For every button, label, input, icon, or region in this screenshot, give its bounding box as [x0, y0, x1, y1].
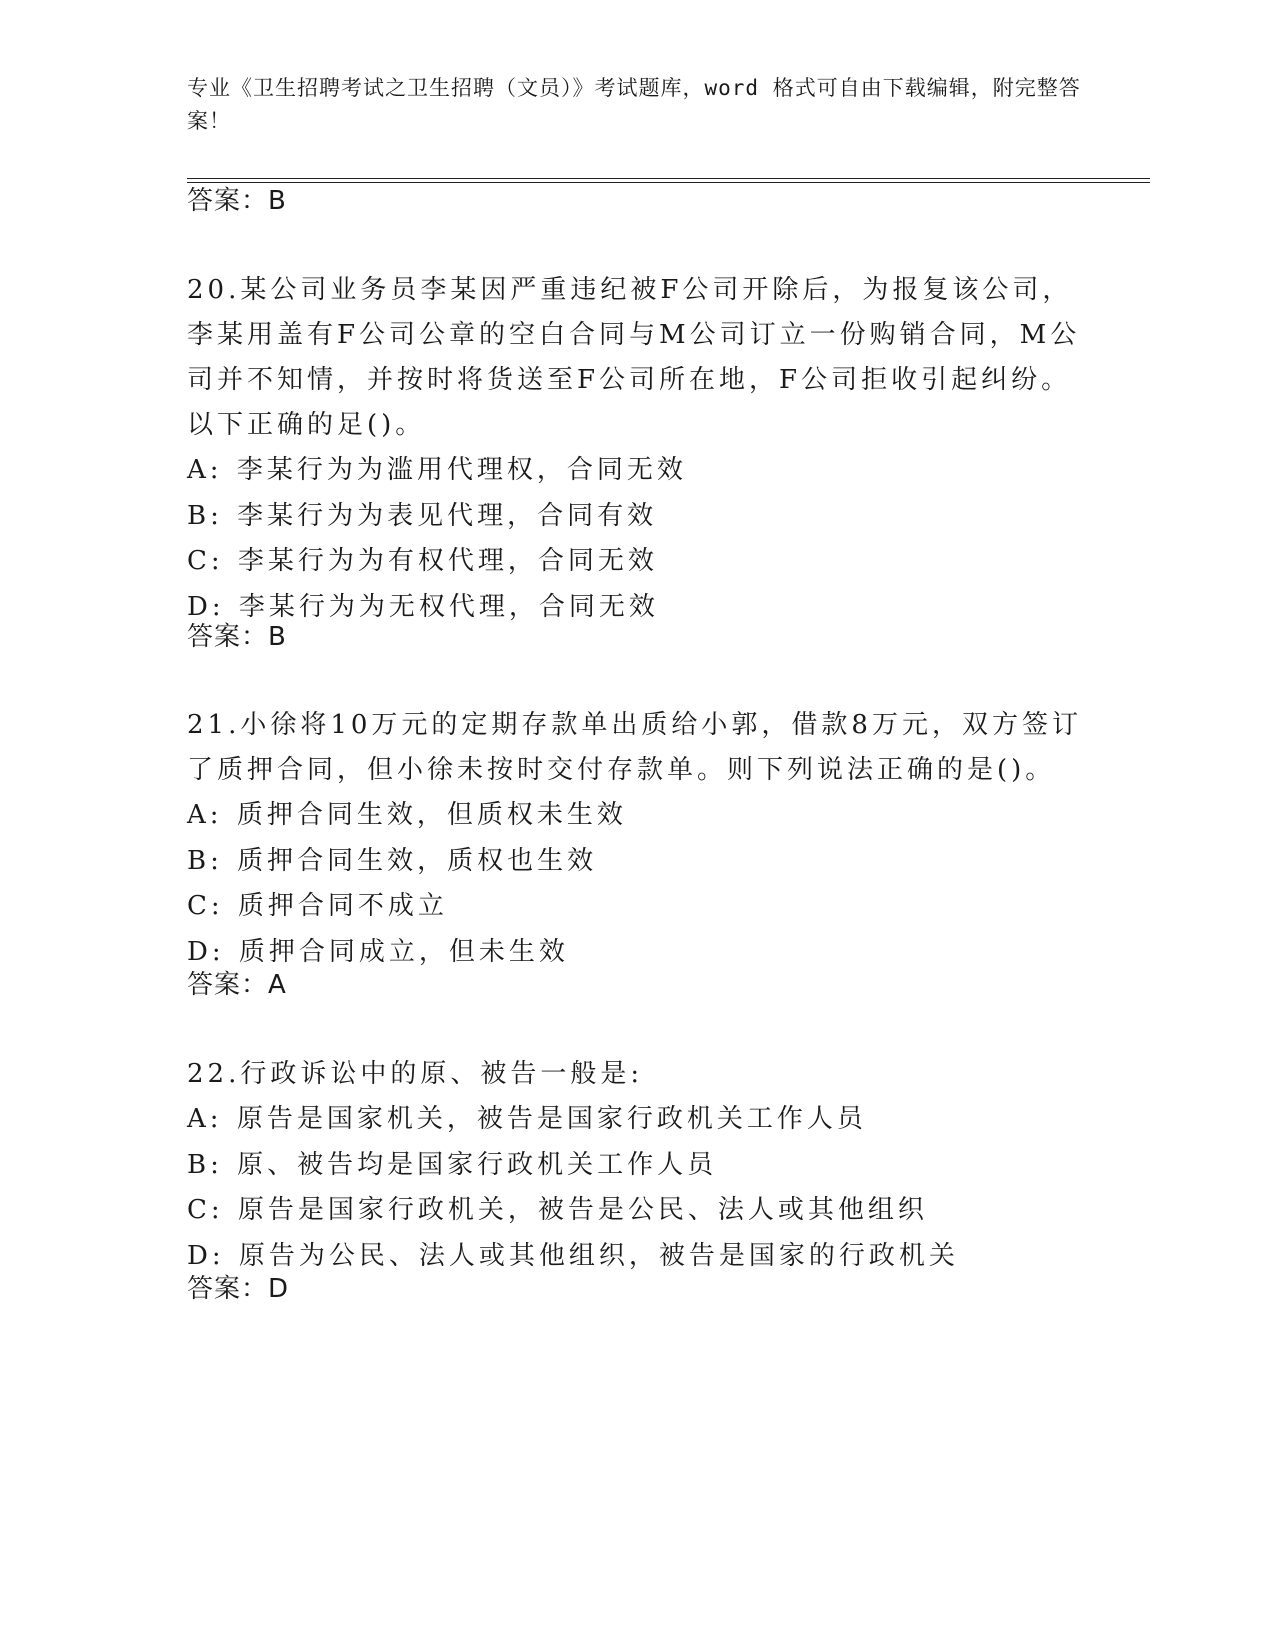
answer-label: 答案： — [187, 1274, 269, 1304]
option-key: A: — [187, 1104, 223, 1134]
option-b — [187, 1143, 1087, 1189]
option-d — [187, 930, 1087, 976]
option-key: C: — [187, 891, 224, 921]
option-key: B: — [187, 845, 223, 876]
option-text: 原告是国家行政机关，被告是公民、法人或其他组织 — [237, 1195, 928, 1225]
answer-value: B — [268, 622, 287, 652]
answer-previous — [187, 184, 287, 218]
question-stem: 21.小徐将10万元的定期存款单出质给小郭，借款8万元，双方签订了质押合同，但小徐未按时交付存款单。则下列说法正确的是()。 — [187, 710, 1082, 785]
option-text: 质押合同成立，但未生效 — [238, 936, 569, 967]
question-stem: 20.某公司业务员李某因严重违纪被F公司开除后，为报复该公司，李某用盖有F公司公章的空白合同与M公司订立一份购销合同，M公司并不知情，并按时将货送至F公司所在地，F公司拒收引起纠纷。以下正确的足()。 — [187, 275, 1081, 440]
option-text: 李某行为为无权代理，合同无效 — [238, 591, 659, 622]
header-divider-line-secondary — [187, 182, 1150, 183]
option-key: A: — [187, 455, 223, 485]
page-header: 专业《卫生招聘考试之卫生招聘（文员）》考试题库，word 格式可自由下载编辑，附完整答案！ — [187, 76, 1081, 133]
option-text: 质押合同不成立 — [237, 891, 448, 921]
option-text: 李某行为为滥用代理权，合同无效 — [236, 455, 687, 485]
option-key: D: — [187, 591, 225, 622]
answer-label: 答案： — [187, 970, 269, 1000]
option-a — [187, 1097, 1087, 1143]
option-key: C: — [187, 1195, 224, 1225]
option-c — [187, 539, 1087, 585]
answer-value: D — [268, 1274, 290, 1304]
option-a — [187, 793, 1087, 839]
answer-label: 答案： — [187, 186, 269, 216]
option-b — [187, 494, 1087, 540]
option-text: 质押合同生效，但质权未生效 — [236, 800, 627, 830]
answer-21 — [187, 968, 287, 1002]
option-text: 原告为公民、法人或其他组织，被告是国家的行政机关 — [238, 1240, 959, 1271]
question-20 — [187, 268, 1087, 630]
option-key: A: — [187, 800, 223, 830]
answer-value: A — [268, 970, 287, 1000]
option-key: C: — [187, 546, 224, 576]
option-text: 质押合同生效，质权也生效 — [237, 845, 598, 876]
option-d — [187, 1234, 1087, 1280]
option-key: D: — [187, 936, 225, 967]
option-c — [187, 884, 1087, 930]
option-key: D: — [187, 1240, 225, 1271]
option-text: 李某行为为表见代理，合同有效 — [237, 500, 658, 531]
question-22 — [187, 1052, 1087, 1279]
answer-20 — [187, 620, 287, 654]
option-b — [187, 839, 1087, 885]
question-21 — [187, 703, 1087, 975]
answer-label: 答案： — [187, 622, 269, 652]
option-key: B: — [187, 1149, 223, 1180]
option-text: 原告是国家机关，被告是国家行政机关工作人员 — [236, 1104, 867, 1134]
option-text: 原、被告均是国家行政机关工作人员 — [237, 1149, 718, 1180]
answer-22 — [187, 1272, 289, 1306]
option-a — [187, 448, 1087, 494]
option-text: 李某行为为有权代理，合同无效 — [237, 546, 658, 576]
answer-value: B — [268, 186, 287, 216]
option-d — [187, 585, 1087, 631]
question-stem: 22.行政诉讼中的原、被告一般是: — [187, 1059, 644, 1089]
option-c — [187, 1188, 1087, 1234]
option-key: B: — [187, 500, 223, 531]
header-divider-line — [187, 178, 1150, 179]
